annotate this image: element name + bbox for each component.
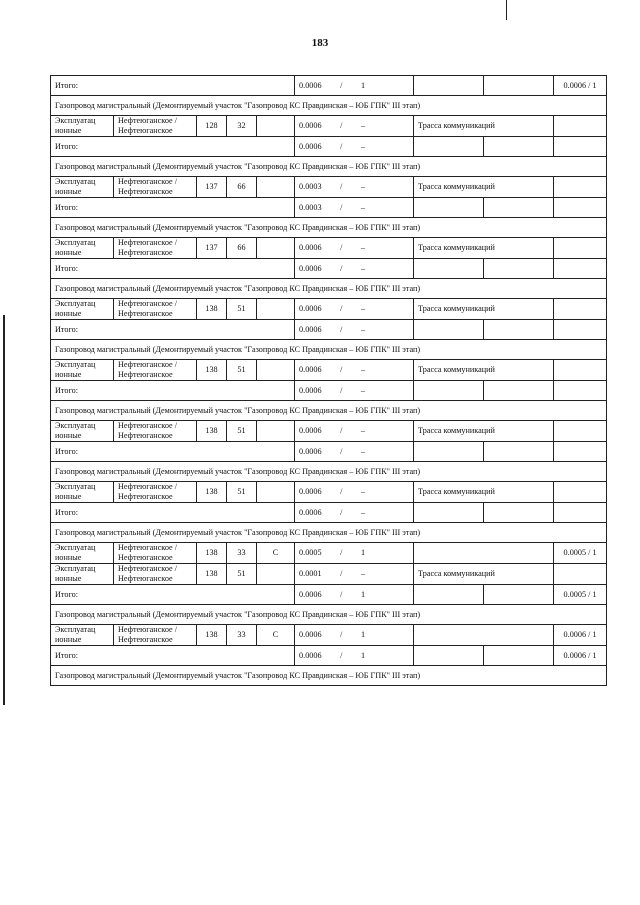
category-code bbox=[257, 299, 295, 320]
total-label: Итого: bbox=[51, 503, 295, 523]
share-value bbox=[299, 630, 365, 640]
share-numerator: 0.0006 bbox=[299, 446, 322, 456]
note-cell: Трасса коммуникаций bbox=[414, 360, 554, 381]
total-row bbox=[51, 137, 607, 157]
cell-line-1: Эксплуатац bbox=[55, 543, 96, 552]
region-cell bbox=[114, 299, 197, 320]
category-code bbox=[257, 177, 295, 198]
block-number: 137 bbox=[197, 177, 227, 198]
cell-line-2: ионные bbox=[55, 431, 82, 440]
share-slash: / bbox=[340, 548, 343, 557]
land-plots-table bbox=[50, 75, 607, 686]
total-row bbox=[51, 442, 607, 462]
table-row bbox=[51, 177, 607, 198]
share-cell bbox=[295, 116, 414, 137]
plot-number: 51 bbox=[227, 360, 257, 381]
total-share-cell bbox=[295, 442, 414, 462]
cell-line-2: Нефтеюганское bbox=[118, 309, 173, 318]
plot-number: 66 bbox=[227, 238, 257, 259]
section-title: Газопровод магистральный (Демонтируемый участок "Газопровод КС Правдинская – ЮБ ГПК" III этап) bbox=[51, 666, 607, 686]
result-cell bbox=[554, 116, 607, 137]
use-type-cell bbox=[51, 116, 114, 137]
plot-number: 33 bbox=[227, 543, 257, 564]
share-numerator: 0.0006 bbox=[299, 426, 322, 435]
share-cell bbox=[295, 564, 414, 585]
share-denominator: – bbox=[360, 507, 366, 517]
cell-line-1: Нефтеюганское / bbox=[118, 360, 177, 369]
cell-line-1: Эксплуатац bbox=[55, 482, 96, 491]
share-numerator: 0.0006 bbox=[299, 589, 322, 599]
share-denominator: 1 bbox=[360, 650, 366, 660]
total-row bbox=[51, 646, 607, 666]
share-denominator: – bbox=[360, 324, 366, 334]
share-denominator: – bbox=[360, 141, 366, 151]
total-row bbox=[51, 585, 607, 605]
use-type-cell bbox=[51, 177, 114, 198]
region-cell bbox=[114, 625, 197, 646]
share-value bbox=[299, 651, 365, 661]
total-label: Итого: bbox=[51, 585, 295, 605]
share-cell bbox=[295, 543, 414, 564]
total-result bbox=[554, 137, 607, 157]
plot-number: 32 bbox=[227, 116, 257, 137]
total-result bbox=[554, 259, 607, 279]
total-result: 0.0006 / 1 bbox=[554, 646, 607, 666]
plot-number: 33 bbox=[227, 625, 257, 646]
cell-line-2: ионные bbox=[55, 126, 82, 135]
section-header bbox=[51, 401, 607, 421]
share-slash: / bbox=[340, 202, 343, 212]
block-number: 128 bbox=[197, 116, 227, 137]
use-type-cell bbox=[51, 299, 114, 320]
share-cell bbox=[295, 482, 414, 503]
plot-number: 66 bbox=[227, 177, 257, 198]
share-slash: / bbox=[340, 487, 343, 496]
cell-line-1: Нефтеюганское / bbox=[118, 625, 177, 634]
share-slash: / bbox=[340, 446, 343, 456]
share-cell bbox=[295, 625, 414, 646]
scan-mark bbox=[506, 0, 507, 20]
cell-line-1: Нефтеюганское / bbox=[118, 177, 177, 186]
region-cell bbox=[114, 238, 197, 259]
block-number: 138 bbox=[197, 564, 227, 585]
total-label: Итого: bbox=[51, 76, 295, 96]
region-cell bbox=[114, 116, 197, 137]
share-value bbox=[299, 590, 365, 600]
result-cell bbox=[554, 482, 607, 503]
block-number: 138 bbox=[197, 360, 227, 381]
section-title: Газопровод магистральный (Демонтируемый участок "Газопровод КС Правдинская – ЮБ ГПК" III этап) bbox=[51, 605, 607, 625]
total-label: Итого: bbox=[51, 137, 295, 157]
total-row bbox=[51, 259, 607, 279]
share-value bbox=[299, 426, 365, 436]
note-cell: Трасса коммуникаций bbox=[414, 177, 554, 198]
cell-line-2: ионные bbox=[55, 492, 82, 501]
share-numerator: 0.0006 bbox=[299, 365, 322, 374]
table-row bbox=[51, 564, 607, 585]
share-slash: / bbox=[340, 80, 343, 90]
share-numerator: 0.0006 bbox=[299, 630, 322, 639]
share-value bbox=[299, 487, 365, 497]
empty-cell bbox=[414, 503, 484, 523]
empty-cell bbox=[484, 137, 554, 157]
use-type-cell bbox=[51, 543, 114, 564]
cell-line-2: Нефтеюганское bbox=[118, 431, 173, 440]
empty-cell bbox=[414, 381, 484, 401]
plot-number: 51 bbox=[227, 421, 257, 442]
cell-line-1: Эксплуатац bbox=[55, 116, 96, 125]
cell-line-1: Эксплуатац bbox=[55, 421, 96, 430]
cell-line-1: Эксплуатац bbox=[55, 238, 96, 247]
share-numerator: 0.0006 bbox=[299, 243, 322, 252]
empty-cell bbox=[484, 381, 554, 401]
note-cell: Трасса коммуникаций bbox=[414, 482, 554, 503]
use-type-cell bbox=[51, 482, 114, 503]
category-code bbox=[257, 238, 295, 259]
empty-cell bbox=[414, 646, 484, 666]
section-title: Газопровод магистральный (Демонтируемый участок "Газопровод КС Правдинская – ЮБ ГПК" III этап) bbox=[51, 462, 607, 482]
region-cell bbox=[114, 482, 197, 503]
block-number: 138 bbox=[197, 625, 227, 646]
share-value bbox=[299, 203, 365, 213]
table-row bbox=[51, 238, 607, 259]
cell-line-2: Нефтеюганское bbox=[118, 187, 173, 196]
share-slash: / bbox=[340, 263, 343, 273]
section-title: Газопровод магистральный (Демонтируемый участок "Газопровод КС Правдинская – ЮБ ГПК" III этап) bbox=[51, 96, 607, 116]
share-slash: / bbox=[340, 243, 343, 252]
section-header bbox=[51, 218, 607, 238]
share-value bbox=[299, 508, 365, 518]
section-title: Газопровод магистральный (Демонтируемый участок "Газопровод КС Правдинская – ЮБ ГПК" III этап) bbox=[51, 523, 607, 543]
share-numerator: 0.0006 bbox=[299, 487, 322, 496]
result-cell bbox=[554, 299, 607, 320]
share-denominator: – bbox=[360, 569, 366, 578]
share-cell bbox=[295, 177, 414, 198]
cell-line-2: ионные bbox=[55, 574, 82, 583]
empty-cell bbox=[484, 259, 554, 279]
cell-line-2: Нефтеюганское bbox=[118, 574, 173, 583]
section-title: Газопровод магистральный (Демонтируемый участок "Газопровод КС Правдинская – ЮБ ГПК" III этап) bbox=[51, 401, 607, 421]
result-cell bbox=[554, 421, 607, 442]
total-share-cell bbox=[295, 503, 414, 523]
table-row bbox=[51, 299, 607, 320]
table-row bbox=[51, 543, 607, 564]
category-code bbox=[257, 564, 295, 585]
share-slash: / bbox=[340, 324, 343, 334]
cell-line-2: Нефтеюганское bbox=[118, 553, 173, 562]
cell-line-1: Нефтеюганское / bbox=[118, 299, 177, 308]
result-cell bbox=[554, 177, 607, 198]
share-value bbox=[299, 81, 365, 91]
share-value bbox=[299, 569, 365, 579]
total-share-cell bbox=[295, 585, 414, 605]
share-slash: / bbox=[340, 650, 343, 660]
share-numerator: 0.0006 bbox=[299, 80, 322, 90]
empty-cell bbox=[484, 198, 554, 218]
empty-cell bbox=[484, 585, 554, 605]
total-row bbox=[51, 198, 607, 218]
block-number: 138 bbox=[197, 543, 227, 564]
empty-cell bbox=[484, 320, 554, 340]
note-cell bbox=[414, 625, 554, 646]
share-numerator: 0.0005 bbox=[299, 548, 322, 557]
result-cell bbox=[554, 360, 607, 381]
share-value bbox=[299, 386, 365, 396]
share-value bbox=[299, 304, 365, 314]
section-header bbox=[51, 340, 607, 360]
result-cell: 0.0006 / 1 bbox=[554, 625, 607, 646]
empty-cell bbox=[484, 503, 554, 523]
block-number: 138 bbox=[197, 482, 227, 503]
share-denominator: – bbox=[360, 426, 366, 435]
share-denominator: 1 bbox=[360, 80, 366, 90]
use-type-cell bbox=[51, 625, 114, 646]
section-header bbox=[51, 523, 607, 543]
category-code bbox=[257, 360, 295, 381]
total-share-cell bbox=[295, 646, 414, 666]
use-type-cell bbox=[51, 238, 114, 259]
share-denominator: 1 bbox=[360, 548, 366, 557]
region-cell bbox=[114, 177, 197, 198]
cell-line-1: Эксплуатац bbox=[55, 564, 96, 573]
total-label: Итого: bbox=[51, 198, 295, 218]
category-code: С bbox=[257, 625, 295, 646]
total-result bbox=[554, 198, 607, 218]
plot-number: 51 bbox=[227, 299, 257, 320]
empty-cell bbox=[414, 137, 484, 157]
share-slash: / bbox=[340, 507, 343, 517]
result-cell bbox=[554, 564, 607, 585]
share-cell bbox=[295, 299, 414, 320]
share-cell bbox=[295, 238, 414, 259]
share-denominator: – bbox=[360, 243, 366, 252]
empty-cell bbox=[414, 259, 484, 279]
share-denominator: – bbox=[360, 202, 366, 212]
total-share-cell bbox=[295, 259, 414, 279]
share-value bbox=[299, 264, 365, 274]
note-cell: Трасса коммуникаций bbox=[414, 116, 554, 137]
section-header bbox=[51, 96, 607, 116]
share-numerator: 0.0006 bbox=[299, 304, 322, 313]
share-numerator: 0.0001 bbox=[299, 569, 322, 578]
total-result bbox=[554, 320, 607, 340]
note-cell: Трасса коммуникаций bbox=[414, 238, 554, 259]
share-denominator: – bbox=[360, 263, 366, 273]
share-denominator: – bbox=[360, 304, 366, 313]
share-slash: / bbox=[340, 385, 343, 395]
total-label: Итого: bbox=[51, 646, 295, 666]
section-title: Газопровод магистральный (Демонтируемый участок "Газопровод КС Правдинская – ЮБ ГПК" III этап) bbox=[51, 157, 607, 177]
total-result bbox=[554, 381, 607, 401]
region-cell bbox=[114, 543, 197, 564]
share-value bbox=[299, 121, 365, 131]
cell-line-1: Эксплуатац bbox=[55, 360, 96, 369]
section-header bbox=[51, 462, 607, 482]
share-slash: / bbox=[340, 304, 343, 313]
section-header bbox=[51, 605, 607, 625]
share-numerator: 0.0006 bbox=[299, 141, 322, 151]
result-cell: 0.0005 / 1 bbox=[554, 543, 607, 564]
category-code: С bbox=[257, 543, 295, 564]
cell-line-2: Нефтеюганское bbox=[118, 635, 173, 644]
total-row bbox=[51, 320, 607, 340]
section-header bbox=[51, 279, 607, 299]
region-cell bbox=[114, 421, 197, 442]
section-header bbox=[51, 666, 607, 686]
margin-bar bbox=[3, 315, 5, 705]
cell-line-1: Эксплуатац bbox=[55, 299, 96, 308]
category-code bbox=[257, 482, 295, 503]
share-denominator: – bbox=[360, 487, 366, 496]
total-result bbox=[554, 503, 607, 523]
total-result bbox=[554, 442, 607, 462]
share-value bbox=[299, 182, 365, 192]
share-slash: / bbox=[340, 121, 343, 130]
cell-line-1: Эксплуатац bbox=[55, 177, 96, 186]
total-share-cell bbox=[295, 320, 414, 340]
result-cell bbox=[554, 238, 607, 259]
note-cell: Трасса коммуникаций bbox=[414, 564, 554, 585]
cell-line-2: ионные bbox=[55, 309, 82, 318]
share-denominator: – bbox=[360, 121, 366, 130]
cell-line-1: Нефтеюганское / bbox=[118, 564, 177, 573]
share-slash: / bbox=[340, 182, 343, 191]
share-numerator: 0.0006 bbox=[299, 507, 322, 517]
cell-line-2: ионные bbox=[55, 635, 82, 644]
share-slash: / bbox=[340, 365, 343, 374]
block-number: 138 bbox=[197, 299, 227, 320]
block-number: 137 bbox=[197, 238, 227, 259]
total-row bbox=[51, 381, 607, 401]
empty-cell bbox=[414, 442, 484, 462]
share-value bbox=[299, 325, 365, 335]
total-share-cell bbox=[295, 137, 414, 157]
total-share-cell bbox=[295, 198, 414, 218]
share-slash: / bbox=[340, 589, 343, 599]
share-slash: / bbox=[340, 569, 343, 578]
cell-line-2: ионные bbox=[55, 370, 82, 379]
share-slash: / bbox=[340, 141, 343, 151]
share-value bbox=[299, 365, 365, 375]
empty-cell bbox=[414, 76, 484, 96]
table-row bbox=[51, 116, 607, 137]
page-number: 183 bbox=[311, 37, 329, 49]
block-number: 138 bbox=[197, 421, 227, 442]
empty-cell bbox=[484, 646, 554, 666]
share-numerator: 0.0003 bbox=[299, 202, 322, 212]
use-type-cell bbox=[51, 360, 114, 381]
cell-line-2: ионные bbox=[55, 553, 82, 562]
empty-cell bbox=[484, 76, 554, 96]
cell-line-2: ионные bbox=[55, 187, 82, 196]
empty-cell bbox=[414, 585, 484, 605]
share-denominator: – bbox=[360, 182, 366, 191]
category-code bbox=[257, 116, 295, 137]
cell-line-2: Нефтеюганское bbox=[118, 492, 173, 501]
table-row bbox=[51, 482, 607, 503]
cell-line-2: ионные bbox=[55, 248, 82, 257]
share-denominator: – bbox=[360, 365, 366, 374]
share-slash: / bbox=[340, 426, 343, 435]
share-cell bbox=[295, 360, 414, 381]
share-denominator: – bbox=[360, 385, 366, 395]
share-slash: / bbox=[340, 630, 343, 639]
total-label: Итого: bbox=[51, 259, 295, 279]
table-row bbox=[51, 421, 607, 442]
total-row bbox=[51, 76, 607, 96]
use-type-cell bbox=[51, 564, 114, 585]
table-row bbox=[51, 360, 607, 381]
cell-line-2: Нефтеюганское bbox=[118, 126, 173, 135]
share-denominator: – bbox=[360, 446, 366, 456]
share-numerator: 0.0006 bbox=[299, 324, 322, 334]
region-cell bbox=[114, 564, 197, 585]
total-label: Итого: bbox=[51, 381, 295, 401]
category-code bbox=[257, 421, 295, 442]
total-row bbox=[51, 503, 607, 523]
total-share-cell bbox=[295, 76, 414, 96]
total-result: 0.0006 / 1 bbox=[554, 76, 607, 96]
share-value bbox=[299, 447, 365, 457]
empty-cell bbox=[414, 320, 484, 340]
empty-cell bbox=[414, 198, 484, 218]
share-value bbox=[299, 548, 365, 558]
share-value bbox=[299, 142, 365, 152]
section-title: Газопровод магистральный (Демонтируемый участок "Газопровод КС Правдинская – ЮБ ГПК" III этап) bbox=[51, 218, 607, 238]
share-numerator: 0.0006 bbox=[299, 650, 322, 660]
cell-line-1: Нефтеюганское / bbox=[118, 421, 177, 430]
total-result: 0.0005 / 1 bbox=[554, 585, 607, 605]
cell-line-1: Нефтеюганское / bbox=[118, 116, 177, 125]
cell-line-1: Эксплуатац bbox=[55, 625, 96, 634]
share-denominator: 1 bbox=[360, 630, 366, 639]
share-value bbox=[299, 243, 365, 253]
region-cell bbox=[114, 360, 197, 381]
note-cell: Трасса коммуникаций bbox=[414, 421, 554, 442]
section-title: Газопровод магистральный (Демонтируемый участок "Газопровод КС Правдинская – ЮБ ГПК" III этап) bbox=[51, 279, 607, 299]
total-label: Итого: bbox=[51, 320, 295, 340]
cell-line-1: Нефтеюганское / bbox=[118, 482, 177, 491]
section-title: Газопровод магистральный (Демонтируемый участок "Газопровод КС Правдинская – ЮБ ГПК" III этап) bbox=[51, 340, 607, 360]
cell-line-2: Нефтеюганское bbox=[118, 370, 173, 379]
note-cell: Трасса коммуникаций bbox=[414, 299, 554, 320]
share-numerator: 0.0003 bbox=[299, 182, 322, 191]
share-cell bbox=[295, 421, 414, 442]
cell-line-1: Нефтеюганское / bbox=[118, 543, 177, 552]
share-numerator: 0.0006 bbox=[299, 121, 322, 130]
note-cell bbox=[414, 543, 554, 564]
cell-line-2: Нефтеюганское bbox=[118, 248, 173, 257]
section-header bbox=[51, 157, 607, 177]
empty-cell bbox=[484, 442, 554, 462]
plot-number: 51 bbox=[227, 564, 257, 585]
share-numerator: 0.0006 bbox=[299, 263, 322, 273]
table-row bbox=[51, 625, 607, 646]
total-share-cell bbox=[295, 381, 414, 401]
share-numerator: 0.0006 bbox=[299, 385, 322, 395]
total-label: Итого: bbox=[51, 442, 295, 462]
share-denominator: 1 bbox=[360, 589, 366, 599]
use-type-cell bbox=[51, 421, 114, 442]
plot-number: 51 bbox=[227, 482, 257, 503]
cell-line-1: Нефтеюганское / bbox=[118, 238, 177, 247]
